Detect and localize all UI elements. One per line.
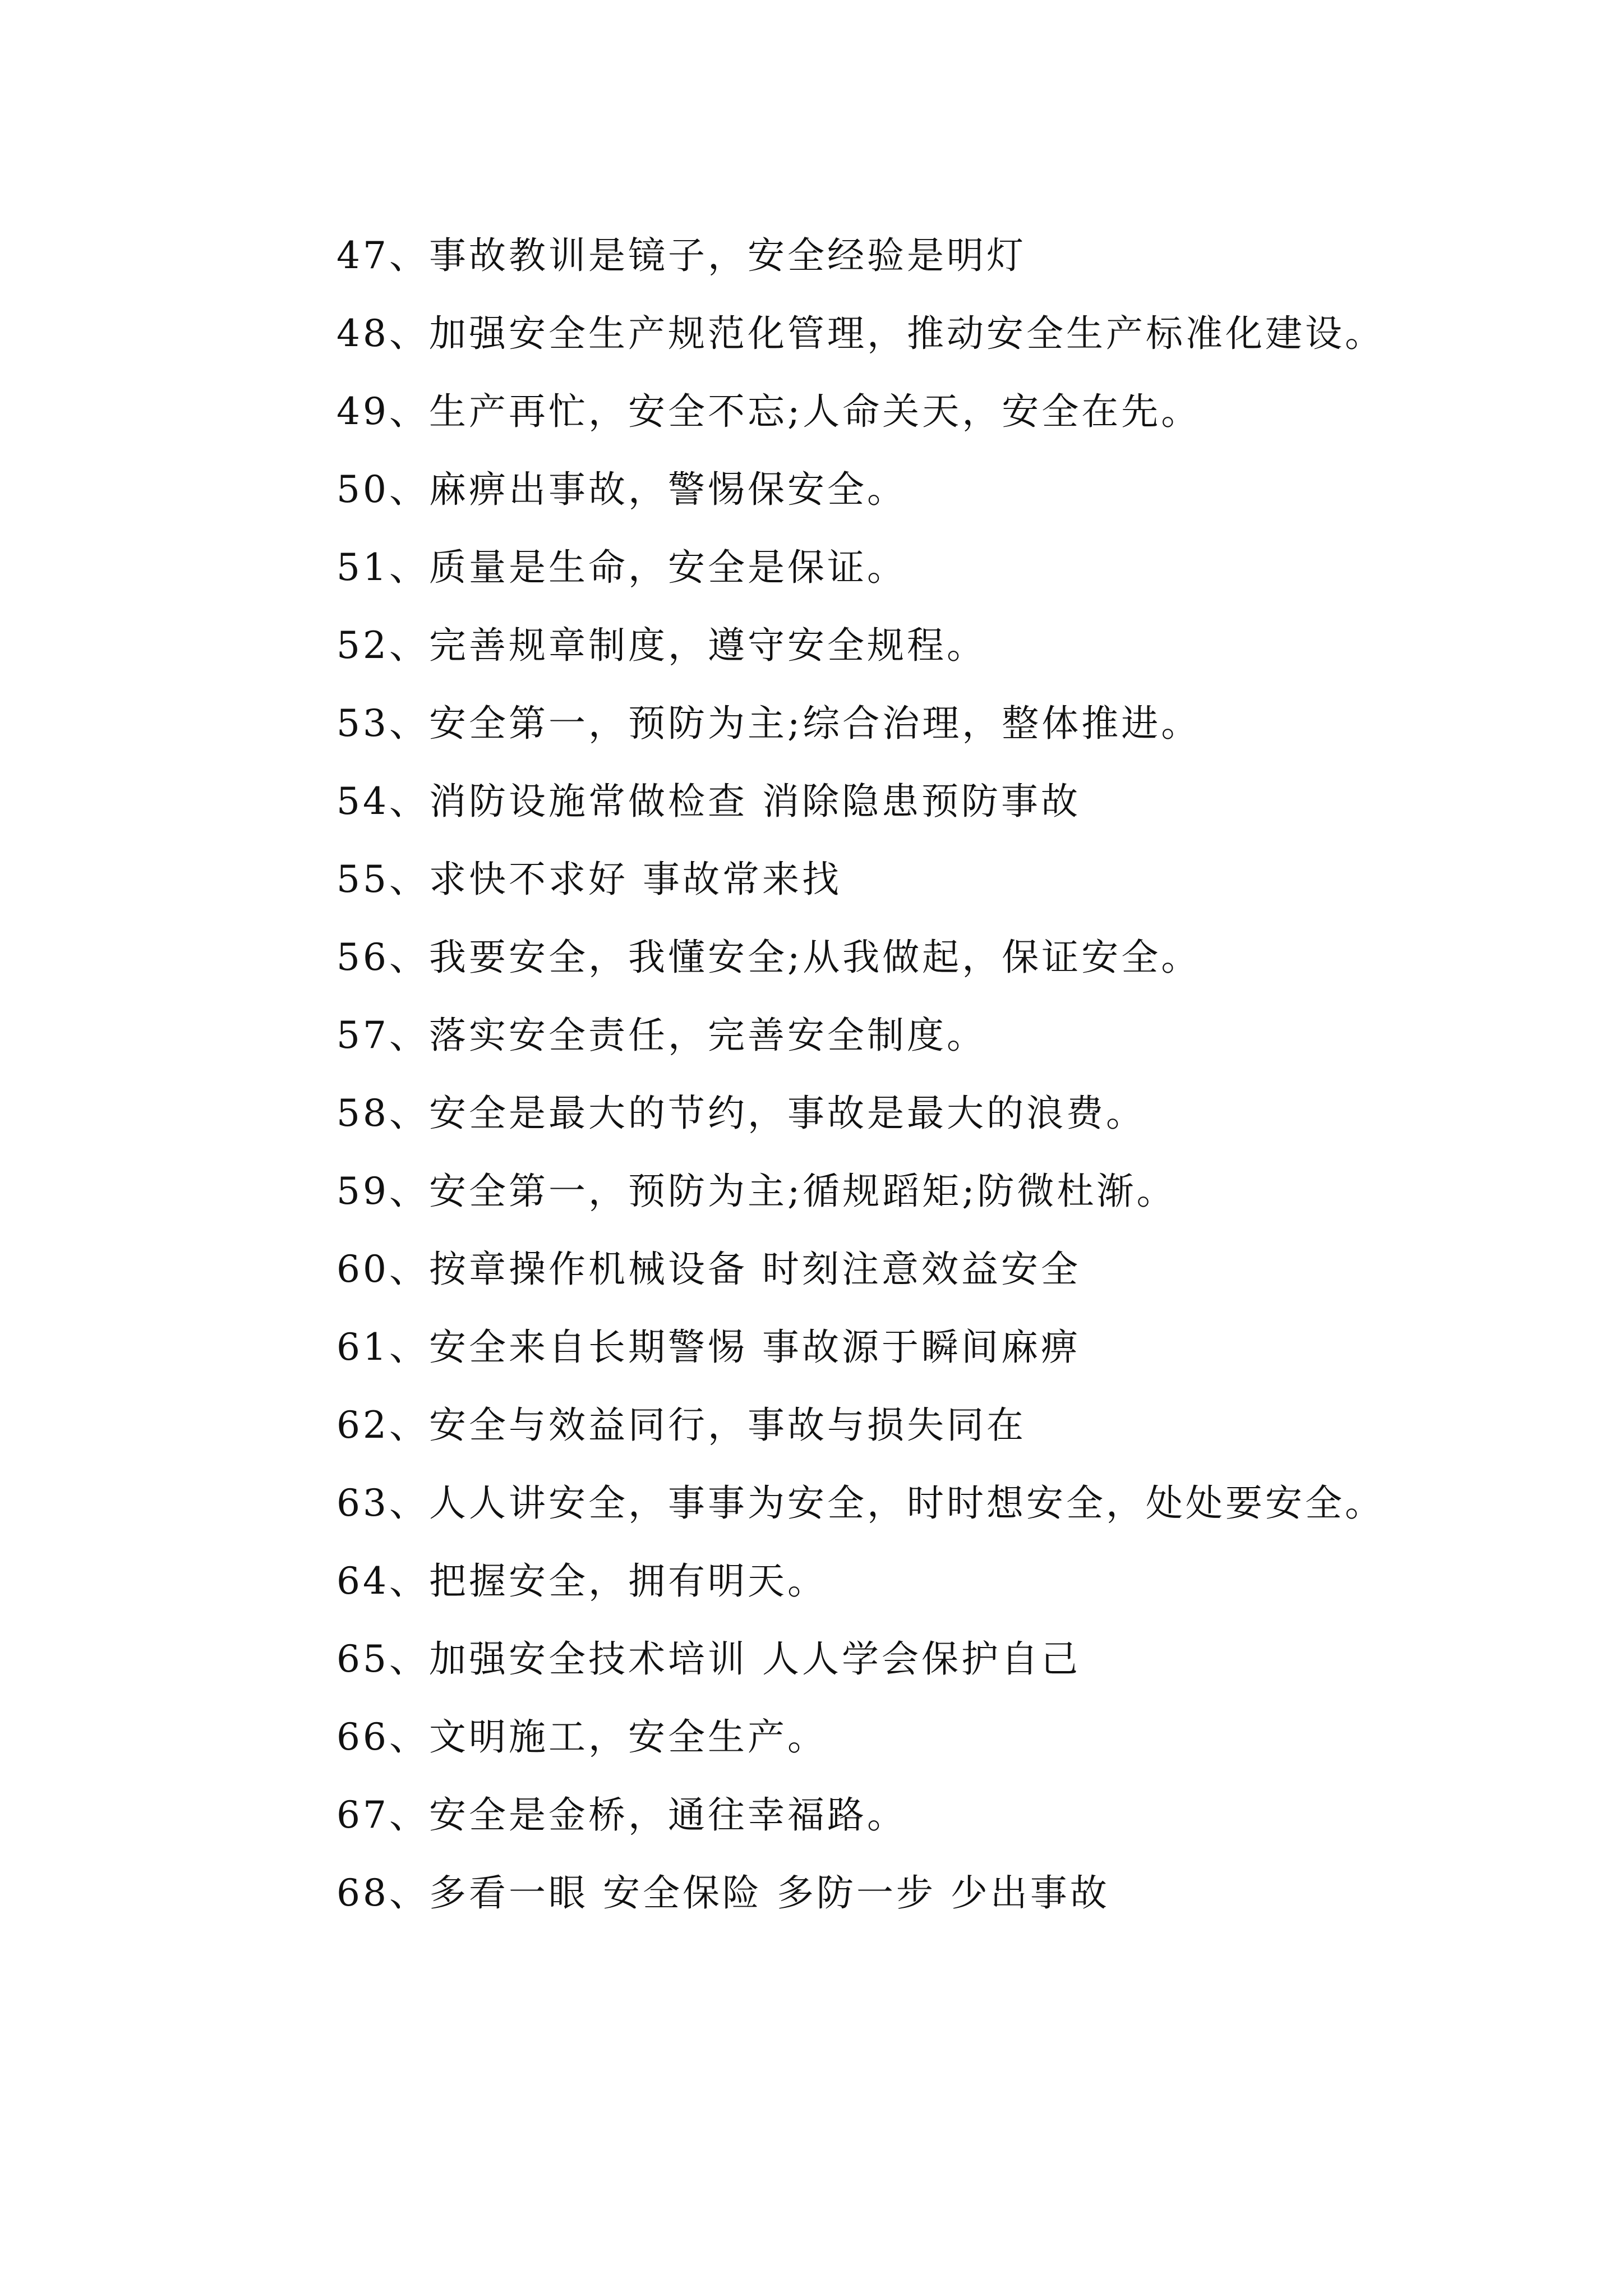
list-item: 57、落实安全责任，完善安全制度。 — [336, 1014, 986, 1057]
list-item: 48、加强安全生产规范化管理，推动安全生产标准化建设。 — [336, 312, 1385, 355]
list-item: 54、消防设施常做检查 消除隐患预防事故 — [336, 780, 1081, 823]
list-item: 55、求快不求好 事故常来找 — [336, 858, 842, 901]
list-item: 49、生产再忙，安全不忘;人命关天，安全在先。 — [336, 390, 1201, 433]
list-item: 59、安全第一，预防为主;循规蹈矩;防微杜渐。 — [336, 1170, 1177, 1213]
slogan-list — [248, 217, 1386, 1932]
list-item: 47、事故教训是镜子，安全经验是明灯 — [336, 234, 1026, 277]
list-item: 58、安全是最大的节约，事故是最大的浪费。 — [336, 1092, 1146, 1135]
list-item: 51、质量是生命，安全是保证。 — [336, 546, 907, 589]
list-item: 67、安全是金桥，通往幸福路。 — [336, 1793, 907, 1837]
list-item: 53、安全第一，预防为主;综合治理，整体推进。 — [336, 702, 1201, 745]
list-item: 56、我要安全，我懂安全;从我做起，保证安全。 — [336, 936, 1201, 979]
list-item: 65、加强安全技术培训 人人学会保护自己 — [336, 1637, 1081, 1681]
list-item: 64、把握安全，拥有明天。 — [336, 1559, 827, 1603]
list-item: 60、按章操作机械设备 时刻注意效益安全 — [336, 1248, 1081, 1291]
list-item: 61、安全来自长期警惕 事故源于瞬间麻痹 — [336, 1326, 1081, 1369]
list-item: 50、麻痹出事故，警惕保安全。 — [336, 468, 907, 511]
list-item: 66、文明施工，安全生产。 — [336, 1715, 827, 1759]
list-item: 63、人人讲安全，事事为安全，时时想安全，处处要安全。 — [336, 1481, 1385, 1525]
list-item: 52、完善规章制度，遵守安全规程。 — [336, 624, 986, 667]
list-item: 62、安全与效益同行，事故与损失同在 — [336, 1404, 1026, 1447]
list-item: 68、多看一眼 安全保险 多防一步 少出事故 — [336, 1871, 1110, 1915]
